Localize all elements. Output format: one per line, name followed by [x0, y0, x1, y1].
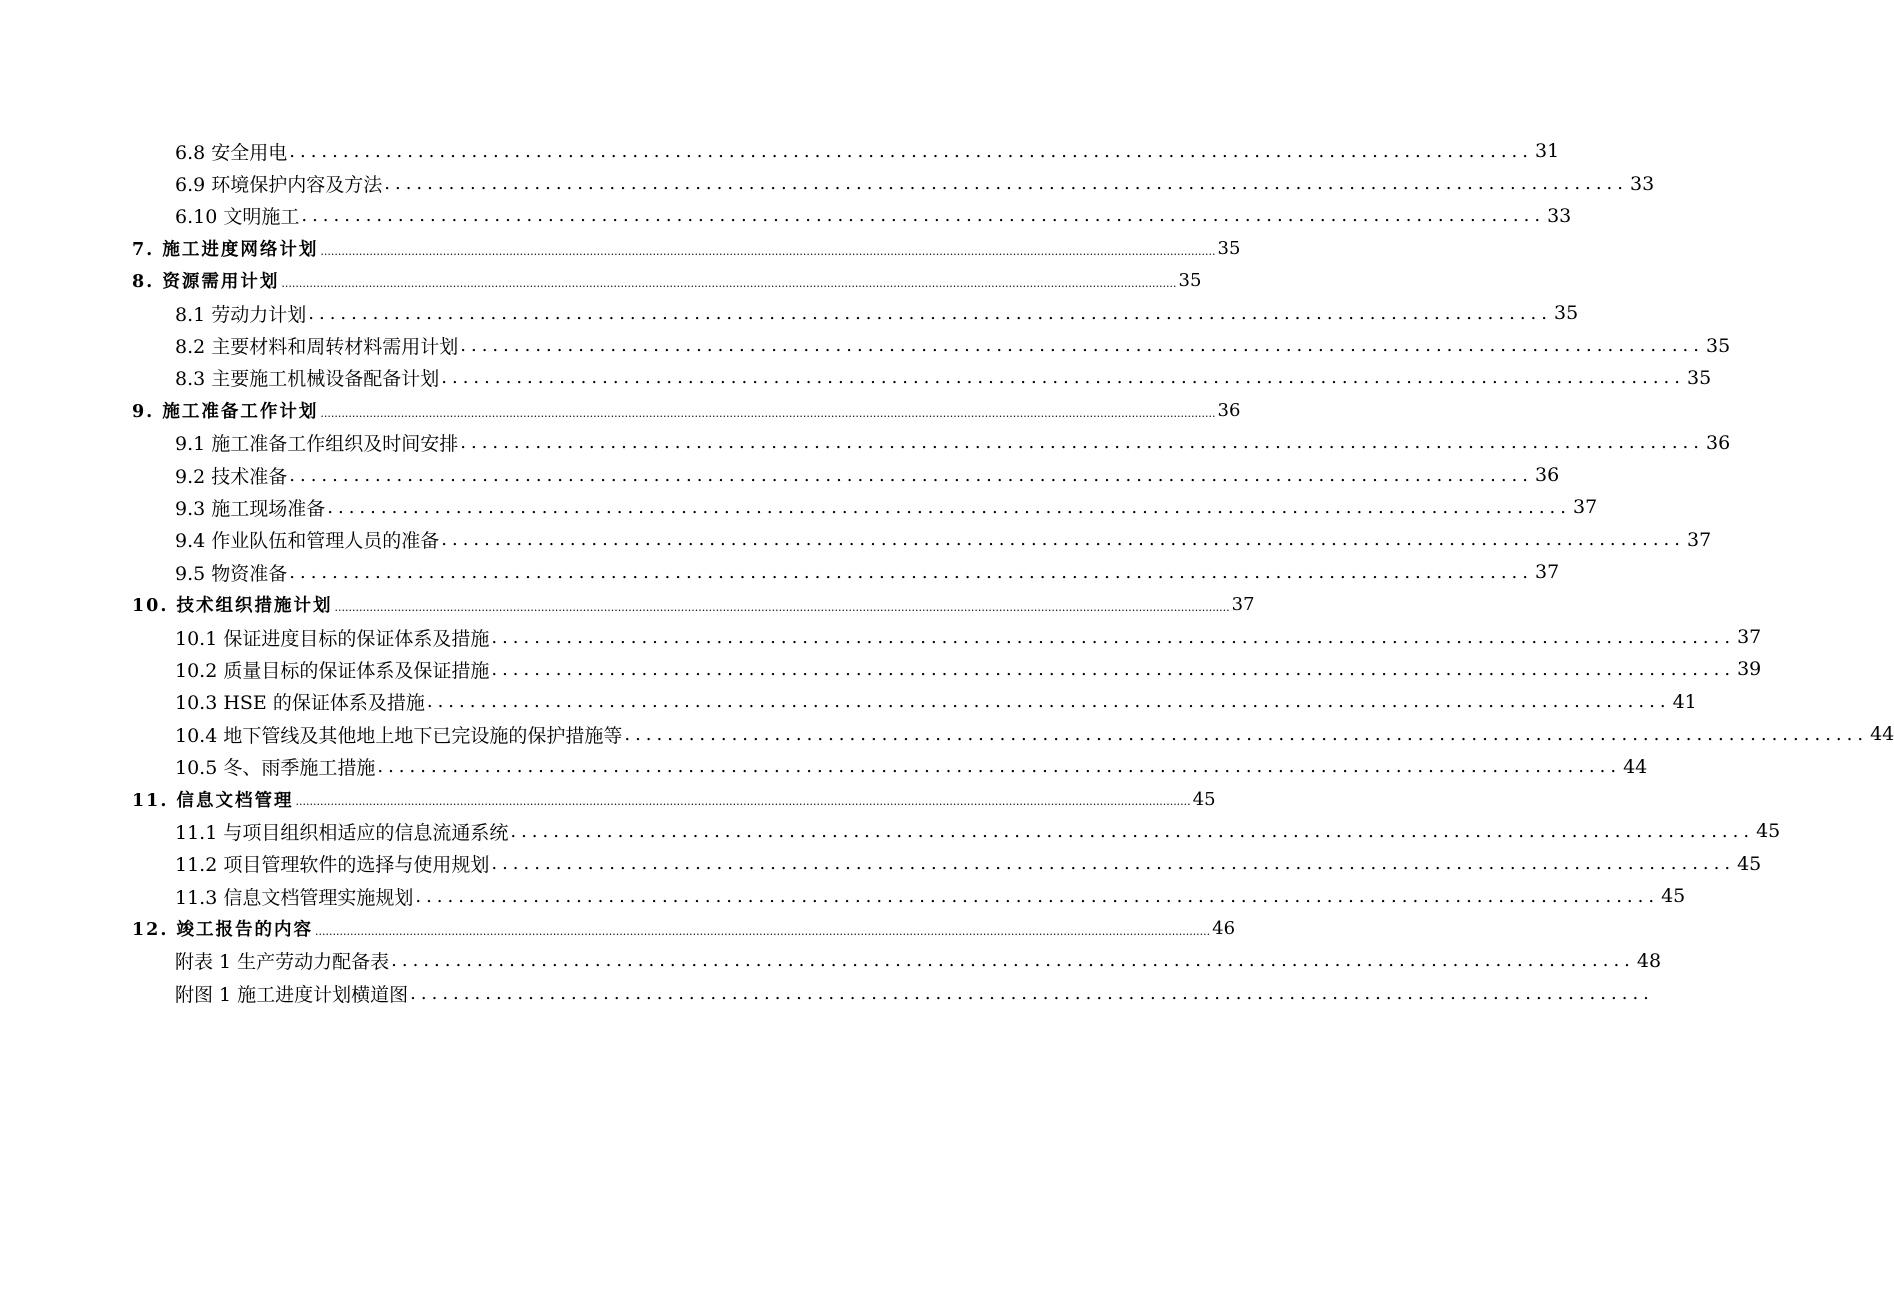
toc-section-page: 36 — [1217, 399, 1241, 421]
dot-leader: ................................................................................................................................................................................................................................................................ — [334, 600, 1230, 614]
toc-entry-8-3[interactable] — [0, 362, 1712, 394]
toc-entry-label: 10.5 冬、雨季施工措施 — [175, 757, 376, 780]
toc-entry-9-5[interactable] — [0, 556, 1560, 588]
toc-entry-9-4[interactable] — [0, 524, 1712, 556]
dot-leader: .................................................................................................................... — [441, 367, 1685, 389]
toc-entry-page: 37 — [1534, 561, 1560, 584]
dot-leader: ................................................................................................................................................................................................................................................................ — [320, 406, 1216, 420]
toc-entry-label: 附图 1 施工进度计划横道图 — [175, 983, 409, 1006]
toc-entry-10-5[interactable] — [0, 750, 1648, 782]
toc-entry-6-9[interactable] — [0, 167, 1655, 199]
toc-entry-page: 36 — [1705, 431, 1731, 454]
dot-leader: .................................................................................................................... — [327, 496, 1571, 518]
dot-leader: .................................................................................................................... — [491, 626, 1736, 648]
dot-leader: .................................................................................................................... — [441, 529, 1685, 551]
toc-entry-page: 35 — [1705, 334, 1731, 357]
toc-entry-label: 10.4 地下管线及其他地上地下已完设施的保护措施等 — [175, 724, 623, 747]
toc-section-page: 45 — [1192, 788, 1216, 810]
dot-leader: .................................................................................................................... — [491, 658, 1736, 680]
toc-entry-label: 8.3 主要施工机械设备配备计划 — [175, 368, 440, 391]
toc-section-label: 11. 信息文档管理 — [132, 790, 294, 811]
toc-section-page: 35 — [1178, 270, 1202, 292]
dot-leader: .................................................................................................................... — [491, 853, 1736, 875]
dot-leader: .................................................................................................................... — [460, 335, 1704, 357]
toc-entry-11-3[interactable] — [0, 880, 1686, 912]
toc-entry-6-8[interactable] — [0, 135, 1560, 167]
toc-section-label: 10. 技术组织措施计划 — [132, 596, 333, 617]
toc-entry-label: 11.3 信息文档管理实施规划 — [175, 886, 414, 909]
toc-section-page: 46 — [1212, 918, 1236, 940]
toc-section-label: 12. 竣工报告的内容 — [132, 920, 314, 941]
toc-section-8[interactable] — [0, 265, 1202, 297]
toc-entry-8-2[interactable] — [0, 329, 1731, 361]
toc-section-page: 35 — [1217, 237, 1241, 259]
toc-entry-page: 37 — [1686, 528, 1712, 551]
toc-entry-10-4[interactable] — [0, 718, 1894, 750]
toc-entry-page: 44 — [1870, 723, 1894, 746]
toc-entry-label: 10.1 保证进度目标的保证体系及措施 — [175, 627, 490, 650]
dot-leader: ................................................................................................................................................................................................................................................................ — [281, 276, 1177, 290]
toc-entry-label: 9.5 物资准备 — [175, 562, 288, 585]
toc-entry-label: 11.2 项目管理软件的选择与使用规划 — [175, 854, 490, 877]
dot-leader: .................................................................................................................... — [289, 561, 1533, 583]
toc-entry-10-1[interactable] — [0, 621, 1762, 653]
dot-leader: .................................................................................................................... — [426, 691, 1671, 713]
toc-entry-9-1[interactable] — [0, 427, 1731, 459]
toc-entry-label: 6.10 文明施工 — [175, 206, 300, 229]
toc-entry-10-2[interactable] — [0, 653, 1762, 685]
toc-entry-page: 45 — [1737, 852, 1762, 875]
toc-entry-8-1[interactable] — [0, 297, 1579, 329]
toc-entry-page: 36 — [1534, 464, 1560, 487]
toc-section-label: 7. 施工进度网络计划 — [132, 239, 319, 260]
toc-entry-9-2[interactable] — [0, 459, 1560, 491]
dot-leader: .................................................................................................................... — [510, 820, 1755, 842]
toc-entry-label: 6.8 安全用电 — [175, 141, 288, 164]
toc-entry-page: 44 — [1623, 755, 1648, 778]
toc-entry-page: 41 — [1672, 690, 1697, 713]
toc-entry-label: 9.4 作业队伍和管理人员的准备 — [175, 530, 440, 553]
toc-entry-label: 8.1 劳动力计划 — [175, 303, 307, 326]
toc-entry-page: 35 — [1686, 366, 1712, 389]
toc-entry-label: 9.1 施工准备工作组织及时间安排 — [175, 433, 459, 456]
dot-leader: .................................................................................................................... — [308, 302, 1552, 324]
toc-entry-page: 39 — [1737, 658, 1762, 681]
toc-entry-label: 10.3 HSE 的保证体系及措施 — [175, 692, 425, 715]
toc-entry-label: 10.2 质量目标的保证体系及保证措施 — [175, 659, 490, 682]
toc-entry-11-2[interactable] — [0, 848, 1762, 880]
toc-entry-page: 45 — [1661, 885, 1686, 908]
toc-entry-11-1[interactable] — [0, 815, 1781, 847]
dot-leader: ................................................................................................................................................................................................................................................................ — [295, 795, 1191, 809]
toc-entry-page: 37 — [1737, 626, 1762, 649]
toc-section-11[interactable] — [0, 783, 1216, 815]
toc-section-9[interactable] — [0, 394, 1241, 426]
toc-entry-label: 8.2 主要材料和周转材料需用计划 — [175, 336, 459, 359]
toc-entry-page: 35 — [1553, 302, 1579, 325]
toc-section-label: 8. 资源需用计划 — [132, 272, 280, 293]
toc-entry-page: 45 — [1756, 820, 1781, 843]
dot-leader: ................................................................................................................................................................................................................................................................ — [315, 924, 1211, 938]
toc-entry-label: 6.9 环境保护内容及方法 — [175, 174, 383, 197]
toc-entry-label: 附表 1 生产劳动力配备表 — [175, 951, 390, 974]
dot-leader: .................................................................................................................... — [289, 464, 1533, 486]
toc-section-12[interactable] — [0, 912, 1236, 944]
toc-entry-page: 31 — [1534, 140, 1560, 163]
toc-section-label: 9. 施工准备工作计划 — [132, 401, 319, 422]
toc-entry-appendix-table-1[interactable] — [0, 945, 1662, 977]
toc-entry-page: 37 — [1572, 496, 1598, 519]
table-of-contents — [0, 135, 1894, 1010]
toc-entry-page: 33 — [1547, 204, 1572, 227]
toc-section-10[interactable] — [0, 588, 1255, 620]
dot-leader: .................................................................................................................... — [377, 756, 1622, 778]
dot-leader: .................................................................................................................... — [624, 723, 1869, 745]
toc-section-7[interactable] — [0, 232, 1241, 264]
toc-entry-page: 33 — [1629, 172, 1655, 195]
dot-leader: .................................................................................................................... — [391, 950, 1635, 972]
dot-leader: .................................................................................................................... — [415, 885, 1660, 907]
dot-leader: .................................................................................................................... — [410, 982, 1654, 1004]
toc-entry-page: 48 — [1636, 949, 1662, 972]
toc-entry-6-10[interactable] — [0, 200, 1572, 232]
dot-leader: .................................................................................................................... — [460, 432, 1704, 454]
toc-entry-label: 9.3 施工现场准备 — [175, 497, 326, 520]
toc-entry-9-3[interactable] — [0, 491, 1598, 523]
dot-leader: .................................................................................................................... — [301, 205, 1546, 227]
toc-entry-10-3[interactable] — [0, 686, 1697, 718]
dot-leader: .................................................................................................................... — [289, 140, 1533, 162]
toc-entry-label: 9.2 技术准备 — [175, 465, 288, 488]
toc-entry-appendix-figure-1[interactable] — [0, 977, 1654, 1009]
dot-leader: ................................................................................................................................................................................................................................................................ — [320, 244, 1216, 258]
toc-entry-label: 11.1 与项目组织相适应的信息流通系统 — [175, 821, 509, 844]
dot-leader: .................................................................................................................... — [384, 173, 1628, 195]
toc-section-page: 37 — [1231, 594, 1255, 616]
